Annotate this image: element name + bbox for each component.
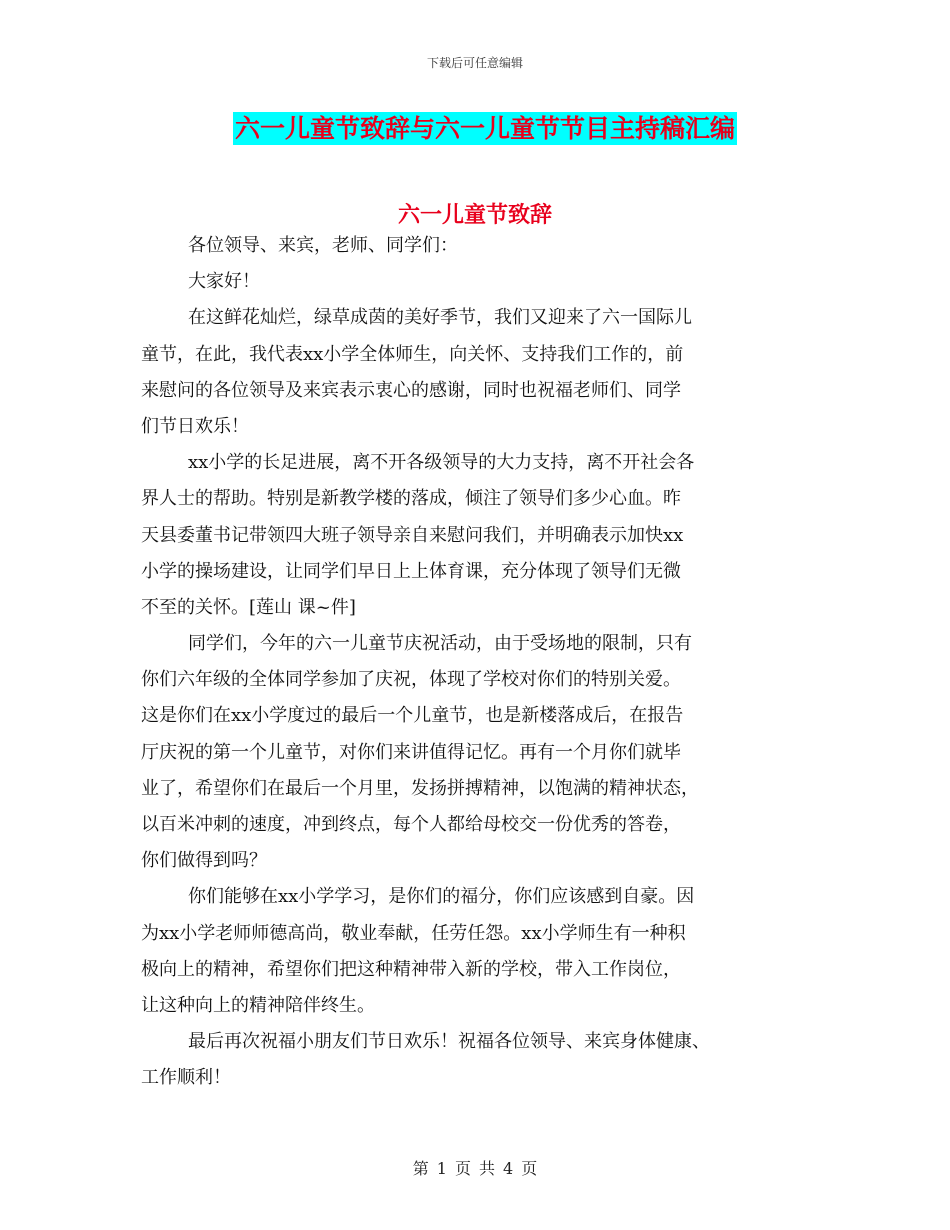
total-label-suffix: 页 [521,1159,538,1178]
current-page-number: 1 [436,1159,447,1178]
body-line: 极向上的精神，希望你们把这种精神带入新的学校，带入工作岗位， [141,958,681,980]
body-line: 不至的关怀。[莲山 课~件] [141,596,356,618]
body-line: 来慰问的各位领导及来宾表示衷心的感谢，同时也祝福老师们、同学 [141,379,681,401]
speech-body [141,228,811,1097]
body-line: 小学的操场建设，让同学们早日上上体育课，充分体现了领导们无微 [141,560,681,582]
body-line: 同学们，今年的六一儿童节庆祝活动，由于受场地的限制，只有 [188,633,692,655]
body-line: 工作顺利！ [141,1067,231,1089]
total-label-prefix: 共 [479,1159,496,1178]
body-line: 业了，希望你们在最后一个月里，发扬拼搏精神，以饱满的精神状态， [141,777,699,799]
body-line: 让这种向上的精神陪伴终生。 [141,994,375,1016]
body-line: 最后再次祝福小朋友们节日欢乐！祝福各位领导、来宾身体健康、 [188,1031,710,1053]
body-line: 为xx小学老师师德高尚，敬业奉献，任劳任怨。xx小学师生有一种积 [141,922,686,944]
header-note: 下载后可任意编辑 [426,56,523,70]
page-label-prefix: 第 [412,1159,429,1178]
body-line: 这是你们在xx小学度过的最后一个儿童节，也是新楼落成后，在报告 [141,705,684,727]
page-footer [0,1156,950,1179]
body-line: 你们做得到吗？ [141,850,267,872]
body-line: 童节，在此，我代表xx小学全体师生，向关怀、支持我们工作的，前 [141,343,684,365]
total-page-count: 4 [503,1159,514,1178]
body-line: 们节日欢乐！ [141,415,249,437]
body-line: 大家好！ [188,271,260,293]
body-line: 以百米冲刺的速度，冲到终点，每个人都给母校交一份优秀的答卷， [141,814,681,835]
body-line: xx小学的长足进展，离不开各级领导的大力支持，离不开社会各 [188,452,695,474]
body-line: 你们六年级的全体同学参加了庆祝，体现了学校对你们的特别关爱。 [141,669,681,691]
body-line: 天县委董书记带领四大班子领导亲自来慰问我们，并明确表示加快xx [141,524,684,546]
section-title: 六一儿童节致辞 [397,202,552,228]
page-label-suffix: 页 [454,1159,471,1178]
body-line: 厅庆祝的第一个儿童节，对你们来讲值得记忆。再有一个月你们就毕 [141,741,681,763]
body-line: 各位领导、来宾，老师、同学们： [188,235,458,256]
body-line: 界人士的帮助。特别是新教学楼的落成，倾注了领导们多少心血。昨 [141,488,681,510]
document-title: 六一儿童节致辞与六一儿童节节目主持稿汇编 [235,114,736,143]
body-line: 在这鲜花灿烂，绿草成茵的美好季节，我们又迎来了六一国际儿 [188,307,692,329]
body-line: 你们能够在xx小学学习，是你们的福分，你们应该感到自豪。因 [188,886,695,908]
